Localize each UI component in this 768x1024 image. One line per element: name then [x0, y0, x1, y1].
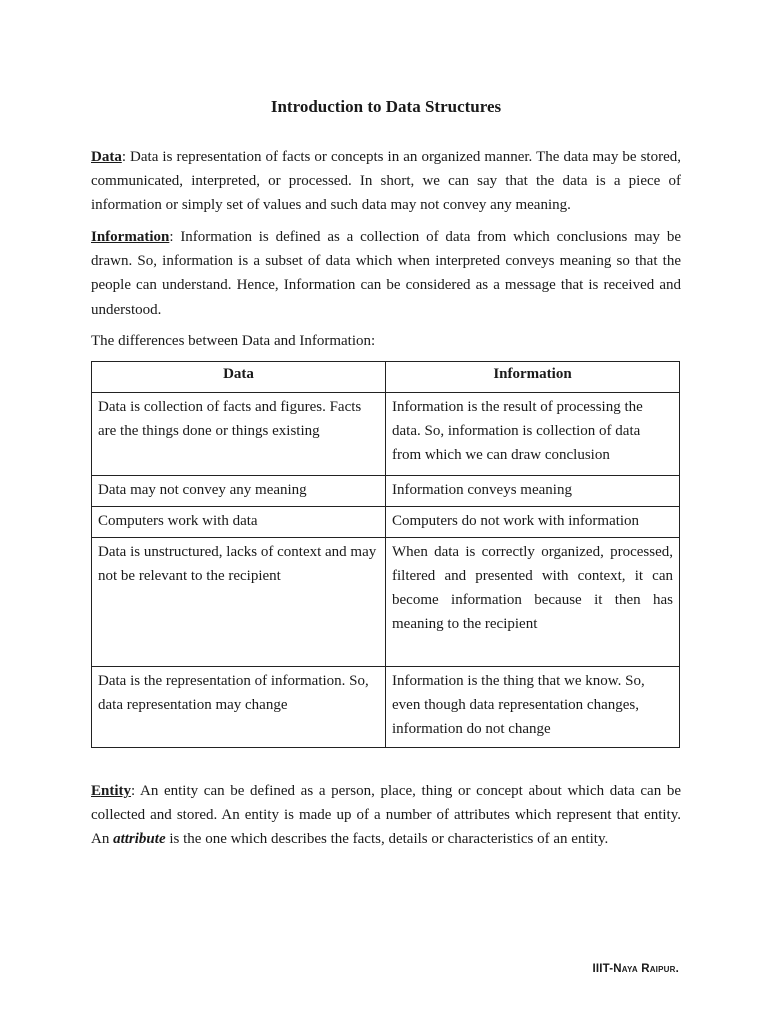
- table-cell-information: Computers do not work with information: [386, 507, 680, 538]
- entity-text-after: is the one which describes the facts, details or characteristics of an entity.: [165, 831, 609, 848]
- document-page: [91, 0, 681, 1024]
- differences-intro: The differences between Data and Information:: [91, 333, 376, 349]
- table-cell-information: When data is correctly organized, processed, filtered and presented with context, it can become information because it then has meaning to the recipient: [386, 538, 680, 667]
- table-row: [92, 393, 680, 476]
- information-definition-text: : Information is defined as a collection of data from which conclusions may be drawn. So, information is a subset of data which when interpreted conveys meaning so that the people can understand. Hence, Information can be considered as a message that is received and understood.: [91, 229, 681, 318]
- table-header-data: Data: [92, 362, 386, 393]
- table-header-information: Information: [386, 362, 680, 393]
- table-row: [92, 667, 680, 748]
- entity-definition-paragraph: [91, 779, 681, 852]
- table-cell-data: Computers work with data: [92, 507, 386, 538]
- entity-term: Entity: [91, 783, 132, 799]
- table-cell-data: Data is the representation of information. So, data representation may change: [92, 667, 386, 748]
- table-cell-data: Data is collection of facts and figures. Facts are the things done or things existing: [92, 393, 386, 476]
- entity-text-before: : An entity can be defined as a person, place, thing or concept about which data can be collected and stored. An entity is made up of a number of attributes which represent that entity. An: [91, 783, 681, 848]
- table-cell-data: Data may not convey any meaning: [92, 476, 386, 507]
- table-cell-information: Information conveys meaning: [386, 476, 680, 507]
- table-cell-information: Information is the result of processing the data. So, information is collection of data from which we can draw conclusion: [386, 393, 680, 476]
- footer-institution: IIIT-Naya Raipur.: [592, 963, 679, 975]
- data-vs-information-table: [91, 361, 680, 748]
- data-definition-paragraph: [91, 145, 681, 218]
- table-cell-data: Data is unstructured, lacks of context and may not be relevant to the recipient: [92, 538, 386, 667]
- page-title: Introduction to Data Structures: [270, 97, 502, 116]
- table-header-row: [92, 362, 680, 393]
- table-cell-information: Information is the thing that we know. So, even though data representation changes, information do not change: [386, 667, 680, 748]
- table-row: [92, 476, 680, 507]
- information-term: Information: [91, 229, 170, 245]
- data-term: Data: [91, 149, 122, 165]
- table-row: [92, 538, 680, 667]
- information-definition-paragraph: [91, 225, 681, 322]
- data-definition-text: : Data is representation of facts or concepts in an organized manner. The data may be stored, communicated, interpreted, or processed. In short, we can say that the data is a piece of information or simply set of values and such data may not convey any meaning.: [91, 149, 681, 214]
- table-row: [92, 507, 680, 538]
- attribute-word: attribute: [113, 831, 166, 848]
